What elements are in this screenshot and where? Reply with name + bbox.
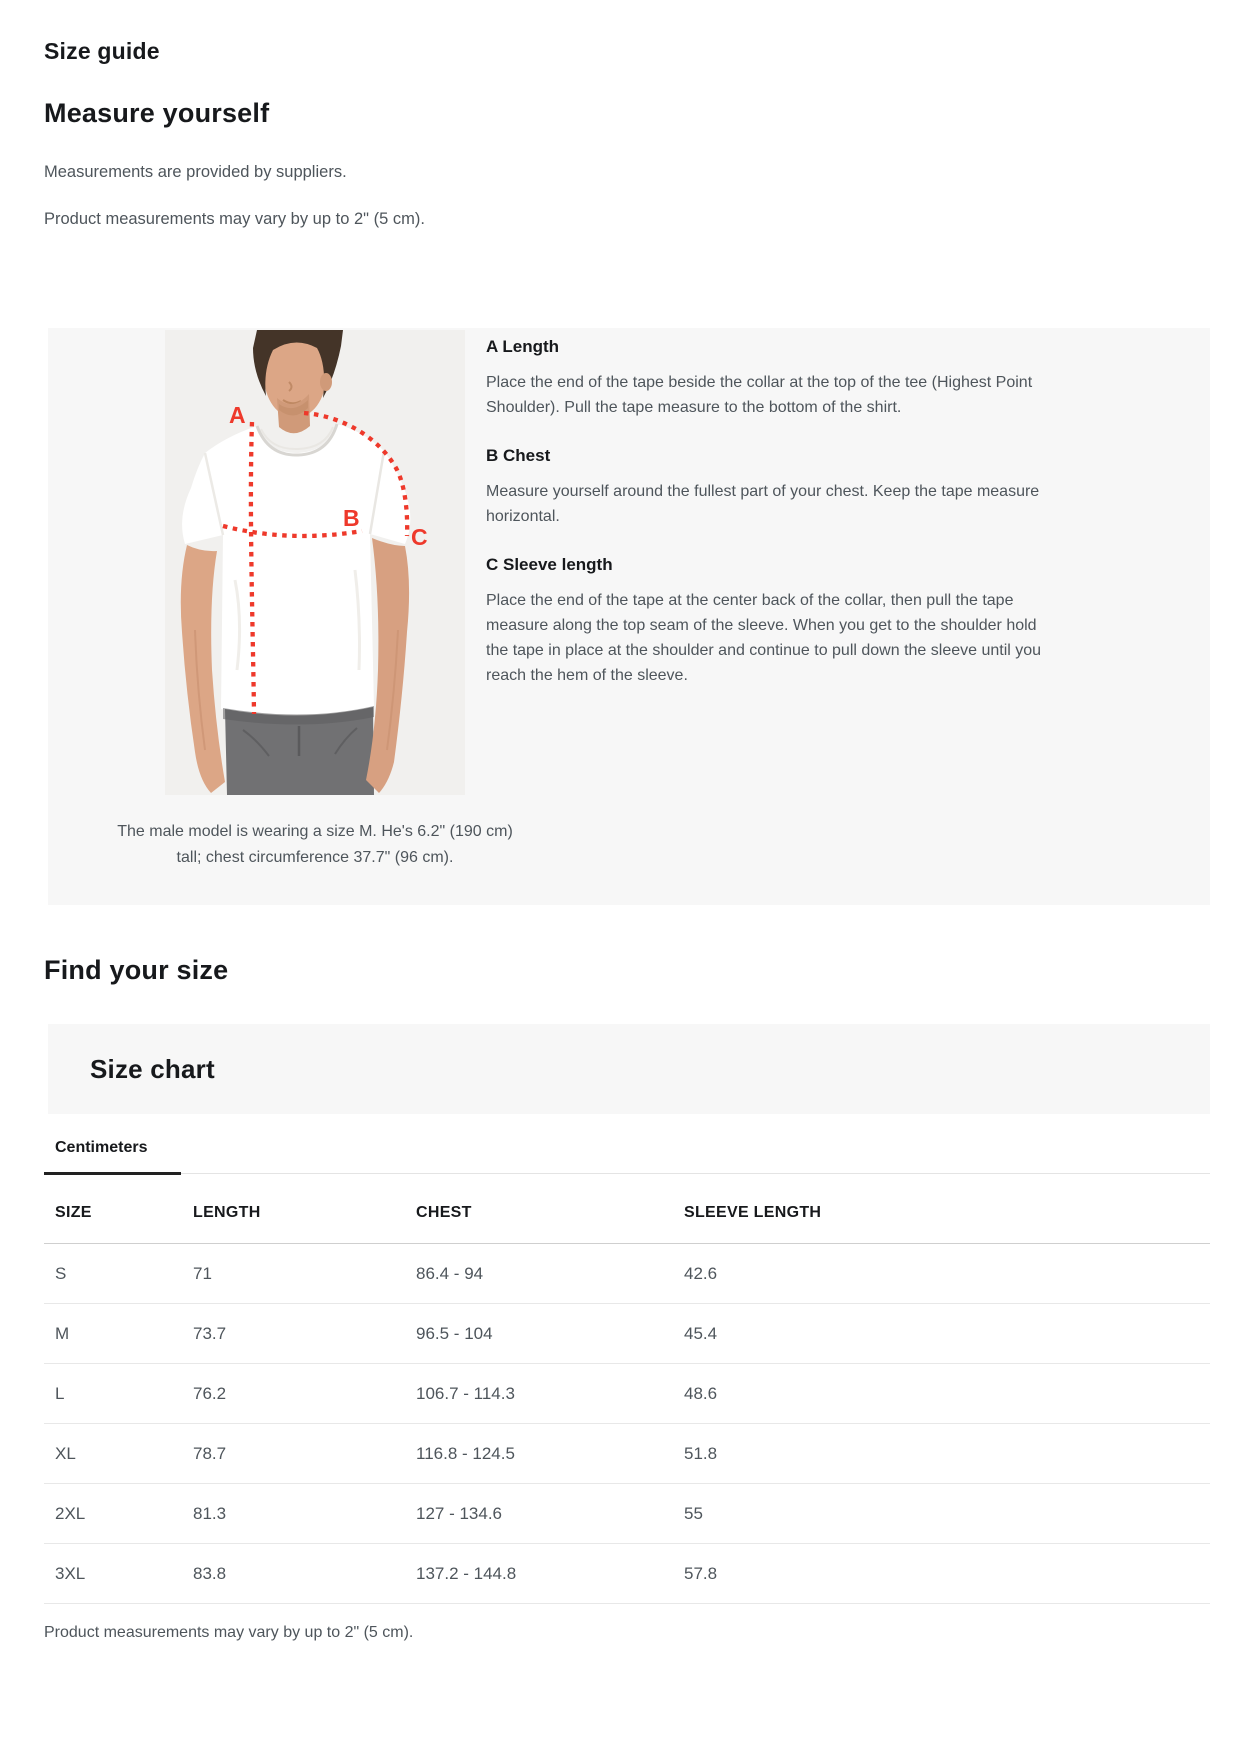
size-table bbox=[44, 1174, 1210, 1604]
cell-size: S bbox=[44, 1244, 182, 1304]
model-photo-column bbox=[117, 328, 513, 905]
cell-sleeve: 42.6 bbox=[673, 1244, 1210, 1304]
cell-sleeve: 55 bbox=[673, 1484, 1210, 1544]
cell-chest: 127 - 134.6 bbox=[405, 1484, 673, 1544]
cell-size: 2XL bbox=[44, 1484, 182, 1544]
table-row-xl bbox=[44, 1424, 1210, 1484]
size-table-header-row bbox=[44, 1174, 1210, 1244]
cell-chest: 96.5 - 104 bbox=[405, 1304, 673, 1364]
instruction-length-heading: A Length bbox=[486, 337, 560, 356]
marker-b-label: B bbox=[343, 505, 360, 531]
cell-length: 83.8 bbox=[182, 1544, 405, 1604]
cell-sleeve: 45.4 bbox=[673, 1304, 1210, 1364]
unit-tabs bbox=[44, 1139, 1210, 1174]
intro-suppliers-text: Measurements are provided by suppliers. bbox=[44, 163, 347, 181]
cell-sleeve: 57.8 bbox=[673, 1544, 1210, 1604]
cell-length: 76.2 bbox=[182, 1364, 405, 1424]
measurement-panel bbox=[48, 328, 1210, 905]
table-footnote: Product measurements may vary by up to 2" (5 cm). bbox=[44, 1624, 414, 1641]
table-row-3xl bbox=[44, 1544, 1210, 1604]
col-header-size: SIZE bbox=[44, 1174, 182, 1244]
cell-length: 78.7 bbox=[182, 1424, 405, 1484]
cell-size: 3XL bbox=[44, 1544, 182, 1604]
table-row-s bbox=[44, 1244, 1210, 1304]
cell-length: 73.7 bbox=[182, 1304, 405, 1364]
cell-chest: 137.2 - 144.8 bbox=[405, 1544, 673, 1604]
instruction-sleeve bbox=[486, 555, 1055, 688]
cell-size: L bbox=[44, 1364, 182, 1424]
size-chart-title: Size chart bbox=[90, 1053, 215, 1084]
instruction-length bbox=[486, 337, 1055, 420]
intro-variance-text: Product measurements may vary by up to 2" (5 cm). bbox=[44, 210, 425, 228]
instruction-chest-heading: B Chest bbox=[486, 446, 551, 465]
model-caption: The male model is wearing a size M. He's 6.2" (190 cm) tall; chest circumference 37.7" (96 cm). bbox=[117, 823, 513, 866]
marker-a-label: A bbox=[229, 402, 246, 428]
cell-size: M bbox=[44, 1304, 182, 1364]
cell-length: 71 bbox=[182, 1244, 405, 1304]
col-header-length: LENGTH bbox=[182, 1174, 405, 1244]
measurement-instructions bbox=[465, 328, 1210, 905]
col-header-sleeve-length: SLEEVE LENGTH bbox=[673, 1174, 1210, 1244]
measure-yourself-heading: Measure yourself bbox=[44, 98, 270, 128]
table-row-m bbox=[44, 1304, 1210, 1364]
instruction-length-text: Place the end of the tape beside the collar at the top of the tee (Highest Point Shoulder). Pull the tape measure to the bottom of the shirt. bbox=[486, 374, 1033, 416]
instruction-sleeve-heading: C Sleeve length bbox=[486, 555, 613, 574]
cell-size: XL bbox=[44, 1424, 182, 1484]
table-row-2xl bbox=[44, 1484, 1210, 1544]
instruction-chest bbox=[486, 446, 1055, 529]
page-title: Size guide bbox=[44, 38, 160, 64]
find-your-size-heading: Find your size bbox=[44, 955, 229, 985]
cell-sleeve: 51.8 bbox=[673, 1424, 1210, 1484]
table-row-l bbox=[44, 1364, 1210, 1424]
cell-sleeve: 48.6 bbox=[673, 1364, 1210, 1424]
cell-chest: 86.4 - 94 bbox=[405, 1244, 673, 1304]
size-chart-band bbox=[48, 1024, 1210, 1114]
cell-length: 81.3 bbox=[182, 1484, 405, 1544]
cell-chest: 106.7 - 114.3 bbox=[405, 1364, 673, 1424]
instruction-sleeve-text: Place the end of the tape at the center back of the collar, then pull the tape measure along the top seam of the sleeve. When you get to the shoulder hold the tape in place at the shoulder and continue to pull down the sleeve until you reach the hem of the sleeve. bbox=[486, 592, 1042, 684]
tab-centimeters[interactable]: Centimeters bbox=[44, 1139, 181, 1175]
marker-c-label: C bbox=[411, 524, 428, 550]
cell-chest: 116.8 - 124.5 bbox=[405, 1424, 673, 1484]
instruction-chest-text: Measure yourself around the fullest part of your chest. Keep the tape measure horizontal. bbox=[486, 483, 1040, 525]
col-header-chest: CHEST bbox=[405, 1174, 673, 1244]
model-measurement-diagram bbox=[165, 330, 465, 795]
